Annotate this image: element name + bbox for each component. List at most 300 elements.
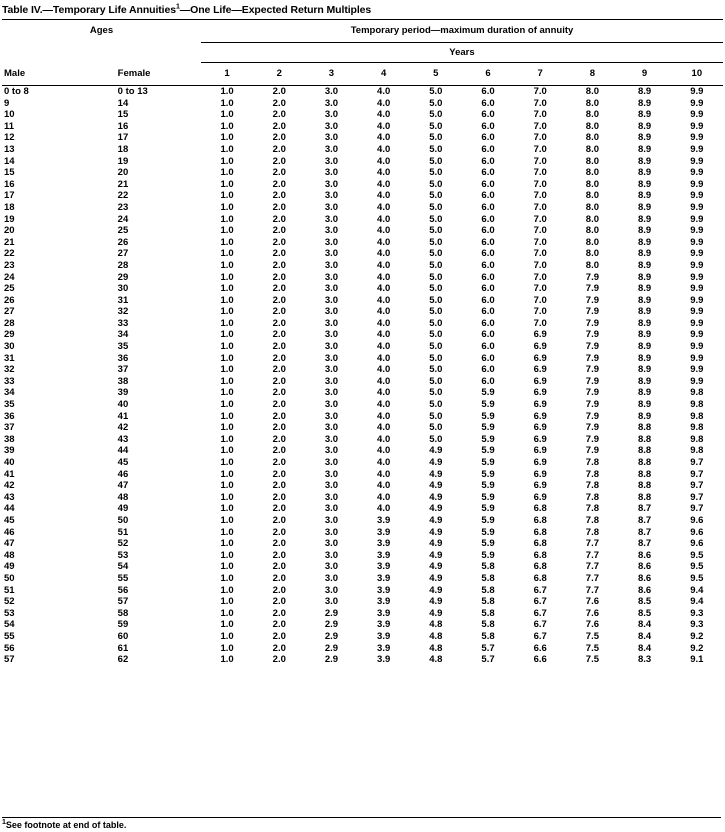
cell-year-4: 3.0 (324, 201, 339, 213)
table-wrapper (0, 19, 725, 666)
cell-year-11: 9.9 (690, 364, 704, 376)
table-row (2, 596, 723, 608)
cell-male-age: 54 (4, 619, 15, 631)
cell-year-11: 9.6 (690, 538, 704, 550)
cell-female-age: 44 (117, 445, 129, 457)
cell-year-9: 7.9 (585, 306, 599, 318)
cell-year-10: 8.7 (637, 503, 652, 515)
cell-year-4: 2.9 (324, 619, 339, 631)
cell-year-6: 4.9 (429, 572, 443, 584)
cell-year-11: 9.9 (690, 341, 704, 353)
cell-year-11: 9.8 (690, 433, 704, 445)
cell-male-age: 44 (4, 503, 15, 515)
cell-year-3: 2.0 (272, 271, 286, 283)
cell-year-3: 2.0 (272, 514, 286, 526)
table-row (2, 619, 723, 631)
cell-year-6: 4.9 (429, 468, 443, 480)
cell-year-4: 3.0 (324, 190, 339, 202)
cell-year-2: 1.0 (220, 572, 234, 584)
cell-year-6: 5.0 (429, 155, 443, 167)
cell-year-3: 2.0 (272, 317, 286, 329)
cell-year-11: 9.9 (690, 201, 704, 213)
cell-year-2: 1.0 (220, 433, 234, 445)
cell-year-9: 7.5 (585, 654, 599, 666)
table-row (2, 353, 723, 365)
table-header (2, 20, 723, 86)
table-title-footnote-marker: 1 (175, 3, 180, 11)
cell-year-5: 3.9 (377, 607, 391, 619)
cell-year-9: 8.0 (585, 201, 599, 213)
cell-year-2: 1.0 (220, 306, 234, 318)
footnote-marker: 1 (2, 819, 6, 826)
cell-year-4: 3.0 (324, 480, 339, 492)
cell-year-8: 6.8 (533, 572, 547, 584)
cell-year-9: 8.0 (585, 213, 599, 225)
cell-year-8: 6.8 (533, 538, 547, 550)
cell-male-age: 53 (4, 607, 15, 619)
cell-male-age: 21 (4, 236, 15, 248)
cell-year-2: 1.0 (220, 399, 234, 411)
cell-female-age: 19 (117, 155, 129, 167)
table-row (2, 248, 723, 260)
table-row (2, 341, 723, 353)
cell-year-5: 3.9 (377, 619, 391, 631)
cell-year-10: 8.9 (637, 410, 652, 422)
cell-year-9: 8.0 (585, 120, 599, 132)
cell-year-3: 2.0 (272, 143, 286, 155)
cell-year-9: 7.6 (585, 596, 599, 608)
cell-year-6: 5.0 (429, 422, 443, 434)
cell-year-11: 9.3 (690, 619, 704, 631)
cell-year-4: 3.0 (324, 422, 339, 434)
cell-female-age: 40 (117, 399, 129, 411)
cell-year-6: 4.9 (429, 526, 443, 538)
cell-year-4: 3.0 (324, 259, 339, 271)
cell-year-2: 1.0 (220, 654, 234, 666)
cell-female-age: 42 (117, 422, 129, 434)
cell-year-4: 3.0 (324, 143, 339, 155)
cell-year-6: 4.8 (429, 630, 443, 642)
cell-year-5: 4.0 (377, 457, 391, 468)
header-ages: Ages (2, 20, 201, 43)
cell-year-5: 4.0 (377, 480, 391, 492)
cell-year-5: 4.0 (377, 375, 391, 387)
cell-year-11: 9.9 (690, 109, 704, 121)
cell-year-4: 3.0 (324, 364, 339, 376)
cell-year-8: 7.0 (533, 283, 547, 295)
cell-year-9: 7.6 (585, 619, 599, 631)
cell-year-9: 7.5 (585, 642, 599, 654)
cell-year-9: 8.0 (585, 248, 599, 260)
cell-year-7: 5.9 (481, 491, 495, 503)
cell-year-4: 3.0 (324, 491, 339, 503)
cell-year-2: 1.0 (220, 538, 234, 550)
table-row (2, 86, 723, 98)
cell-year-11: 9.7 (690, 468, 704, 480)
table-row (2, 480, 723, 492)
cell-year-3: 2.0 (272, 167, 286, 179)
table-row (2, 422, 723, 434)
table-row (2, 573, 723, 585)
cell-female-age: 27 (117, 248, 129, 260)
table-row (2, 329, 723, 341)
cell-year-11: 9.9 (690, 120, 704, 132)
cell-year-4: 2.9 (324, 630, 339, 642)
cell-year-10: 8.7 (637, 514, 652, 526)
cell-year-6: 4.9 (429, 445, 443, 457)
table-row (2, 469, 723, 481)
header-col-male: Male (2, 63, 98, 86)
cell-year-5: 4.0 (377, 248, 391, 260)
cell-year-11: 9.1 (690, 654, 704, 666)
cell-year-3: 2.0 (272, 399, 286, 411)
cell-year-5: 4.0 (377, 341, 391, 353)
cell-year-6: 4.9 (429, 480, 443, 492)
cell-year-2: 1.0 (220, 86, 234, 97)
cell-year-6: 5.0 (429, 306, 443, 318)
header-group-row (2, 20, 723, 43)
cell-female-age: 56 (117, 584, 129, 596)
cell-year-6: 4.8 (429, 642, 443, 654)
cell-year-4: 3.0 (324, 341, 339, 353)
cell-year-2: 1.0 (220, 178, 234, 190)
cell-year-10: 8.8 (637, 480, 652, 492)
cell-year-8: 6.8 (533, 526, 547, 538)
cell-female-age: 46 (117, 468, 129, 480)
cell-year-7: 6.0 (481, 248, 495, 260)
cell-year-8: 7.0 (533, 178, 547, 190)
cell-year-3: 2.0 (272, 178, 286, 190)
cell-year-8: 7.0 (533, 109, 547, 121)
table-title (0, 0, 725, 19)
cell-year-10: 8.9 (637, 306, 652, 318)
cell-year-11: 9.9 (690, 86, 704, 97)
cell-year-10: 8.9 (637, 120, 652, 132)
cell-year-3: 2.0 (272, 341, 286, 353)
header-col-year-4: 4 (358, 63, 410, 86)
cell-year-8: 7.0 (533, 259, 547, 271)
cell-male-age: 56 (4, 642, 15, 654)
cell-year-9: 8.0 (585, 236, 599, 248)
cell-year-8: 6.7 (533, 596, 547, 608)
cell-year-5: 4.0 (377, 225, 391, 237)
cell-year-11: 9.5 (690, 549, 704, 561)
cell-female-age: 23 (117, 201, 129, 213)
cell-year-2: 1.0 (220, 225, 234, 237)
cell-year-11: 9.8 (690, 387, 704, 399)
cell-female-age: 57 (117, 596, 129, 608)
cell-year-3: 2.0 (272, 352, 286, 364)
cell-year-10: 8.8 (637, 445, 652, 457)
cell-year-2: 1.0 (220, 259, 234, 271)
cell-year-9: 7.9 (585, 410, 599, 422)
cell-year-5: 4.0 (377, 259, 391, 271)
cell-year-5: 4.0 (377, 167, 391, 179)
cell-year-7: 5.8 (481, 607, 495, 619)
cell-year-11: 9.9 (690, 155, 704, 167)
cell-year-2: 1.0 (220, 294, 234, 306)
cell-year-9: 8.0 (585, 155, 599, 167)
cell-male-age: 45 (4, 514, 15, 526)
cell-year-10: 8.9 (637, 375, 652, 387)
cell-year-2: 1.0 (220, 514, 234, 526)
cell-year-10: 8.9 (637, 109, 652, 121)
cell-year-2: 1.0 (220, 317, 234, 329)
cell-year-2: 1.0 (220, 619, 234, 631)
cell-year-4: 3.0 (324, 410, 339, 422)
cell-year-11: 9.6 (690, 526, 704, 538)
cell-year-4: 3.0 (324, 584, 339, 596)
cell-year-4: 3.0 (324, 329, 339, 341)
cell-year-8: 6.9 (533, 352, 547, 364)
header-col-year-5: 5 (410, 63, 462, 86)
table-row (2, 306, 723, 318)
cell-male-age: 30 (4, 341, 15, 353)
cell-year-2: 1.0 (220, 410, 234, 422)
cell-year-10: 8.8 (637, 457, 652, 468)
cell-year-3: 2.0 (272, 97, 286, 109)
cell-year-2: 1.0 (220, 457, 234, 468)
cell-male-age: 29 (4, 329, 15, 341)
cell-year-10: 8.8 (637, 491, 652, 503)
cell-year-6: 5.0 (429, 387, 443, 399)
cell-female-age: 18 (117, 143, 129, 155)
cell-male-age: 49 (4, 561, 15, 573)
cell-year-9: 7.9 (585, 445, 599, 457)
cell-year-5: 4.0 (377, 468, 391, 480)
cell-year-9: 7.7 (585, 584, 599, 596)
cell-year-8: 6.7 (533, 630, 547, 642)
cell-year-6: 5.0 (429, 97, 443, 109)
cell-year-11: 9.9 (690, 143, 704, 155)
cell-year-5: 4.0 (377, 120, 391, 132)
cell-year-11: 9.8 (690, 422, 704, 434)
cell-year-2: 1.0 (220, 143, 234, 155)
cell-male-age: 27 (4, 306, 15, 318)
cell-year-8: 6.9 (533, 480, 547, 492)
cell-year-6: 5.0 (429, 375, 443, 387)
cell-year-7: 5.9 (481, 410, 495, 422)
cell-female-age: 47 (117, 480, 129, 492)
cell-year-11: 9.9 (690, 132, 704, 144)
cell-year-7: 5.9 (481, 514, 495, 526)
cell-year-4: 3.0 (324, 457, 339, 468)
cell-year-7: 6.0 (481, 143, 495, 155)
cell-year-2: 1.0 (220, 329, 234, 341)
cell-year-5: 4.0 (377, 329, 391, 341)
cell-year-10: 8.5 (637, 596, 652, 608)
cell-year-8: 6.9 (533, 433, 547, 445)
cell-year-2: 1.0 (220, 248, 234, 260)
cell-female-age: 36 (117, 352, 129, 364)
cell-year-7: 6.0 (481, 155, 495, 167)
header-col-year-3: 3 (305, 63, 357, 86)
cell-male-age: 11 (4, 120, 15, 132)
cell-year-8: 6.9 (533, 457, 547, 468)
table-row (2, 132, 723, 144)
cell-year-7: 6.0 (481, 271, 495, 283)
cell-year-2: 1.0 (220, 352, 234, 364)
cell-year-6: 5.0 (429, 271, 443, 283)
cell-year-9: 7.7 (585, 572, 599, 584)
cell-year-7: 5.9 (481, 387, 495, 399)
cell-male-age: 37 (4, 422, 15, 434)
cell-female-age: 49 (117, 503, 129, 515)
cell-year-4: 3.0 (324, 120, 339, 132)
cell-year-11: 9.9 (690, 225, 704, 237)
cell-year-7: 5.9 (481, 399, 495, 411)
cell-year-6: 5.0 (429, 352, 443, 364)
table-row (2, 585, 723, 597)
cell-male-age: 55 (4, 630, 15, 642)
cell-year-5: 4.0 (377, 410, 391, 422)
cell-year-4: 2.9 (324, 642, 339, 654)
cell-year-3: 2.0 (272, 538, 286, 550)
cell-year-3: 2.0 (272, 364, 286, 376)
cell-female-age: 41 (117, 410, 129, 422)
cell-male-age: 24 (4, 271, 15, 283)
cell-year-9: 8.0 (585, 167, 599, 179)
cell-year-4: 3.0 (324, 236, 339, 248)
cell-year-11: 9.9 (690, 329, 704, 341)
cell-year-9: 8.0 (585, 190, 599, 202)
cell-year-8: 6.8 (533, 549, 547, 561)
cell-year-8: 6.9 (533, 399, 547, 411)
cell-year-3: 2.0 (272, 630, 286, 642)
cell-year-6: 4.9 (429, 596, 443, 608)
cell-year-7: 6.0 (481, 201, 495, 213)
cell-year-8: 7.0 (533, 317, 547, 329)
cell-year-9: 8.0 (585, 86, 599, 97)
cell-year-11: 9.2 (690, 630, 704, 642)
cell-year-4: 3.0 (324, 375, 339, 387)
cell-year-10: 8.9 (637, 364, 652, 376)
cell-year-5: 4.0 (377, 178, 391, 190)
cell-year-3: 2.0 (272, 201, 286, 213)
cell-year-11: 9.9 (690, 317, 704, 329)
cell-year-11: 9.5 (690, 572, 704, 584)
cell-year-3: 2.0 (272, 329, 286, 341)
table-row (2, 283, 723, 295)
table-row (2, 654, 723, 666)
cell-year-5: 4.0 (377, 236, 391, 248)
table-row (2, 121, 723, 133)
table-row (2, 272, 723, 284)
cell-year-10: 8.6 (637, 572, 652, 584)
cell-year-11: 9.9 (690, 283, 704, 295)
cell-year-5: 4.0 (377, 143, 391, 155)
cell-year-8: 6.9 (533, 491, 547, 503)
cell-year-11: 9.9 (690, 190, 704, 202)
cell-year-2: 1.0 (220, 271, 234, 283)
cell-year-2: 1.0 (220, 364, 234, 376)
cell-year-2: 1.0 (220, 236, 234, 248)
cell-year-4: 3.0 (324, 572, 339, 584)
cell-year-5: 4.0 (377, 201, 391, 213)
cell-year-2: 1.0 (220, 120, 234, 132)
cell-year-9: 7.8 (585, 457, 599, 468)
cell-female-age: 52 (117, 538, 129, 550)
cell-male-age: 19 (4, 213, 15, 225)
cell-year-11: 9.7 (690, 457, 704, 468)
cell-year-6: 5.0 (429, 259, 443, 271)
cell-year-10: 8.6 (637, 549, 652, 561)
cell-male-age: 22 (4, 248, 15, 260)
table-row (2, 550, 723, 562)
cell-year-10: 8.8 (637, 468, 652, 480)
cell-female-age: 35 (117, 341, 129, 353)
cell-year-6: 4.8 (429, 654, 443, 666)
cell-year-10: 8.9 (637, 294, 652, 306)
cell-year-4: 3.0 (324, 468, 339, 480)
cell-year-6: 4.8 (429, 619, 443, 631)
table-row (2, 144, 723, 156)
cell-year-5: 4.0 (377, 503, 391, 515)
cell-female-age: 20 (117, 167, 129, 179)
cell-male-age: 10 (4, 109, 15, 121)
cell-year-6: 5.0 (429, 283, 443, 295)
cell-year-5: 4.0 (377, 155, 391, 167)
cell-year-3: 2.0 (272, 283, 286, 295)
cell-year-3: 2.0 (272, 445, 286, 457)
cell-year-6: 5.0 (429, 399, 443, 411)
cell-year-9: 8.0 (585, 143, 599, 155)
cell-male-age: 47 (4, 538, 15, 550)
table-body (2, 86, 723, 666)
cell-male-age: 17 (4, 190, 15, 202)
cell-year-9: 7.6 (585, 607, 599, 619)
cell-year-7: 6.0 (481, 329, 495, 341)
cell-year-7: 5.8 (481, 572, 495, 584)
cell-year-3: 2.0 (272, 86, 286, 97)
cell-year-8: 6.6 (533, 654, 547, 666)
cell-year-3: 2.0 (272, 109, 286, 121)
cell-year-8: 7.0 (533, 201, 547, 213)
cell-male-age: 26 (4, 294, 15, 306)
cell-year-6: 4.9 (429, 584, 443, 596)
header-years-row (2, 43, 723, 63)
cell-year-9: 7.9 (585, 375, 599, 387)
cell-year-3: 2.0 (272, 584, 286, 596)
table-row (2, 445, 723, 457)
cell-male-age: 0 to 8 (4, 86, 29, 97)
cell-year-3: 2.0 (272, 596, 286, 608)
cell-year-6: 5.0 (429, 213, 443, 225)
cell-year-11: 9.3 (690, 607, 704, 619)
cell-year-4: 3.0 (324, 271, 339, 283)
cell-year-6: 5.0 (429, 167, 443, 179)
cell-year-11: 9.9 (690, 213, 704, 225)
cell-year-9: 7.9 (585, 341, 599, 353)
cell-year-3: 2.0 (272, 294, 286, 306)
cell-year-3: 2.0 (272, 213, 286, 225)
cell-year-7: 6.0 (481, 364, 495, 376)
cell-year-7: 5.9 (481, 549, 495, 561)
cell-female-age: 26 (117, 236, 129, 248)
cell-year-5: 4.0 (377, 352, 391, 364)
cell-female-age: 62 (117, 654, 129, 666)
cell-year-2: 1.0 (220, 549, 234, 561)
cell-year-3: 2.0 (272, 491, 286, 503)
cell-year-11: 9.4 (690, 584, 704, 596)
cell-year-10: 8.9 (637, 387, 652, 399)
cell-male-age: 34 (4, 387, 15, 399)
cell-year-3: 2.0 (272, 259, 286, 271)
cell-year-8: 6.7 (533, 607, 547, 619)
cell-year-2: 1.0 (220, 341, 234, 353)
cell-year-7: 5.9 (481, 422, 495, 434)
cell-year-6: 5.0 (429, 178, 443, 190)
